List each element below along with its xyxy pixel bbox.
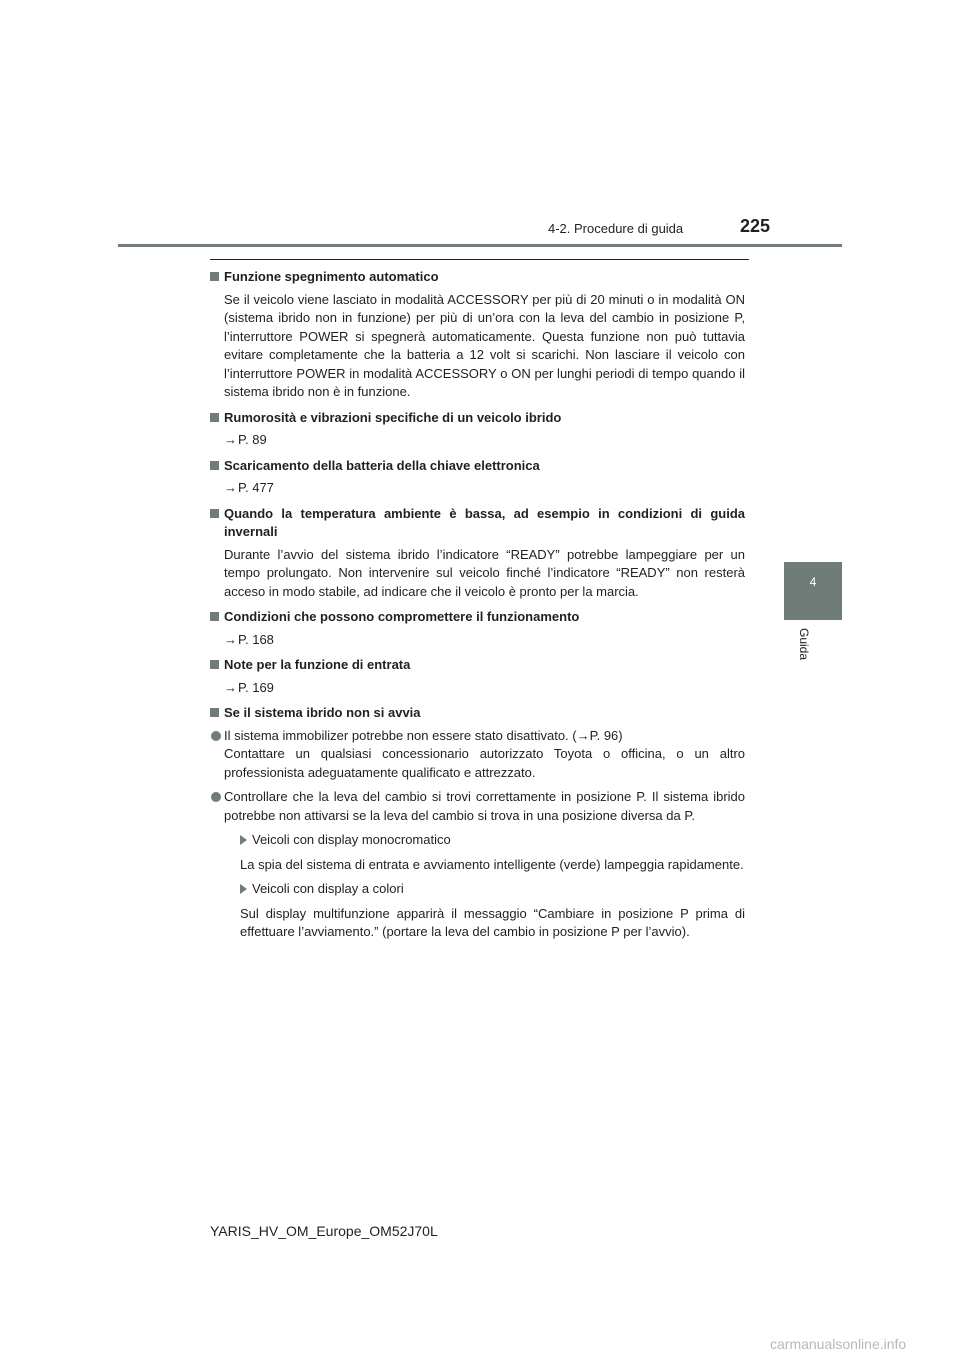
- page-reference[interactable]: →P. 168: [224, 631, 274, 647]
- circle-bullet-icon: [211, 731, 221, 741]
- section-title: Note per la funzione di entrata: [224, 657, 411, 672]
- section-text: Se il veicolo viene lasciato in modalità ACCESSORY per più di 20 minuti o in modalità ON (sistema ibrido non in funzione) per più di un’ora con la leva del cambio in posizione P, l’interruttore POWER si spegnerà automaticamente. Questa funzione non può tuttavia evitare completamente che la batteria a 12 volt si scarichi. Non lasciare il veicolo con l’interruttore POWER in modalità ACCESSORY o ON per lunghi periodi di tempo quando il sistema ibrido non è in funzione.: [224, 291, 745, 399]
- arrow-right-icon: →: [224, 631, 237, 647]
- header-section-title: 4-2. Procedure di guida: [548, 221, 684, 236]
- chapter-tab-number: 4: [809, 575, 817, 589]
- square-bullet-icon: [210, 708, 219, 717]
- chapter-label-vertical: [797, 628, 811, 678]
- page-reference[interactable]: →P. 89: [224, 432, 267, 447]
- page-number: 225: [740, 216, 771, 236]
- section-title: Se il sistema ibrido non si avvia: [224, 705, 421, 720]
- arrow-right-icon: →: [224, 480, 237, 495]
- section-cold-temperature: [210, 505, 745, 602]
- triangle-bullet-icon: [240, 835, 247, 845]
- section-title: Quando la temperatura ambiente è bassa, ad esempio in condizioni di guida invernali: [224, 505, 745, 539]
- section-hybrid-not-start: [210, 704, 745, 942]
- section-key-battery: [210, 457, 745, 498]
- sub-heading: Veicoli con display monocromatico: [210, 831, 745, 850]
- sub-text: La spia del sistema di entrata e avviamento intelligente (verde) lampeggia rapidamente.: [240, 856, 744, 872]
- arrow-right-icon: →: [576, 727, 590, 743]
- section-title: Scaricamento della batteria della chiave elettronica: [224, 457, 540, 473]
- sub-heading: Veicoli con display a colori: [210, 880, 745, 899]
- content-top-rule: [210, 259, 749, 260]
- page-reference[interactable]: P. 96): [589, 727, 623, 743]
- square-bullet-icon: [210, 461, 219, 470]
- page-content: [210, 268, 745, 949]
- arrow-right-icon: →: [224, 432, 237, 447]
- square-bullet-icon: [210, 272, 219, 281]
- section-title: Funzione spegnimento automatico: [224, 269, 439, 284]
- chapter-tab: [784, 562, 842, 620]
- square-bullet-icon: [210, 660, 219, 669]
- header-rule: [118, 244, 842, 247]
- watermark: carmanualsonline.info: [770, 1336, 907, 1352]
- section-text: Durante l’avvio del sistema ibrido l’indicatore “READY” potrebbe lampeggiare per un tempo prolungato. Non intervenire sul veicolo finché l’indicatore “READY” non resterà acceso in modo stabile, ad indicare che il veicolo è pronto per la marcia.: [224, 546, 745, 599]
- page-reference[interactable]: →P. 169: [224, 679, 274, 695]
- section-entry-notes: [210, 656, 745, 697]
- section-noise-vibration: [210, 409, 745, 450]
- list-item: Il sistema immobilizer potrebbe non essere stato disattivato. (→P. 96) Contattare un qualsiasi concessionario autorizzato Toyota o officina, o un altro professionista adeguatamente qualificato e attrezzato.: [210, 727, 745, 783]
- arrow-right-icon: →: [224, 679, 237, 695]
- document-footer: YARIS_HV_OM_Europe_OM52J70L: [210, 1223, 438, 1239]
- triangle-bullet-icon: [240, 884, 247, 894]
- circle-bullet-icon: [211, 792, 221, 802]
- square-bullet-icon: [210, 612, 219, 621]
- section-title: Condizioni che possono compromettere il funzionamento: [224, 609, 580, 624]
- chapter-label-text: Guida: [797, 628, 811, 661]
- list-item: Controllare che la leva del cambio si trovi correttamente in posizione P. Il sistema ibrido potrebbe non attivarsi se la leva del cambio si trova in una posizione diversa da P.: [210, 788, 745, 825]
- square-bullet-icon: [210, 413, 219, 422]
- section-auto-off: [210, 268, 745, 402]
- section-conditions: [210, 608, 745, 649]
- page-reference[interactable]: →P. 477: [224, 480, 274, 495]
- section-title: Rumorosità e vibrazioni specifiche di un veicolo ibrido: [224, 409, 562, 425]
- square-bullet-icon: [210, 509, 219, 518]
- sub-text: Sul display multifunzione apparirà il messaggio “Cambiare in posizione P prima di effettuare l’avviamento.” (portare la leva del cambio in posizione P per l’avvio).: [240, 905, 745, 939]
